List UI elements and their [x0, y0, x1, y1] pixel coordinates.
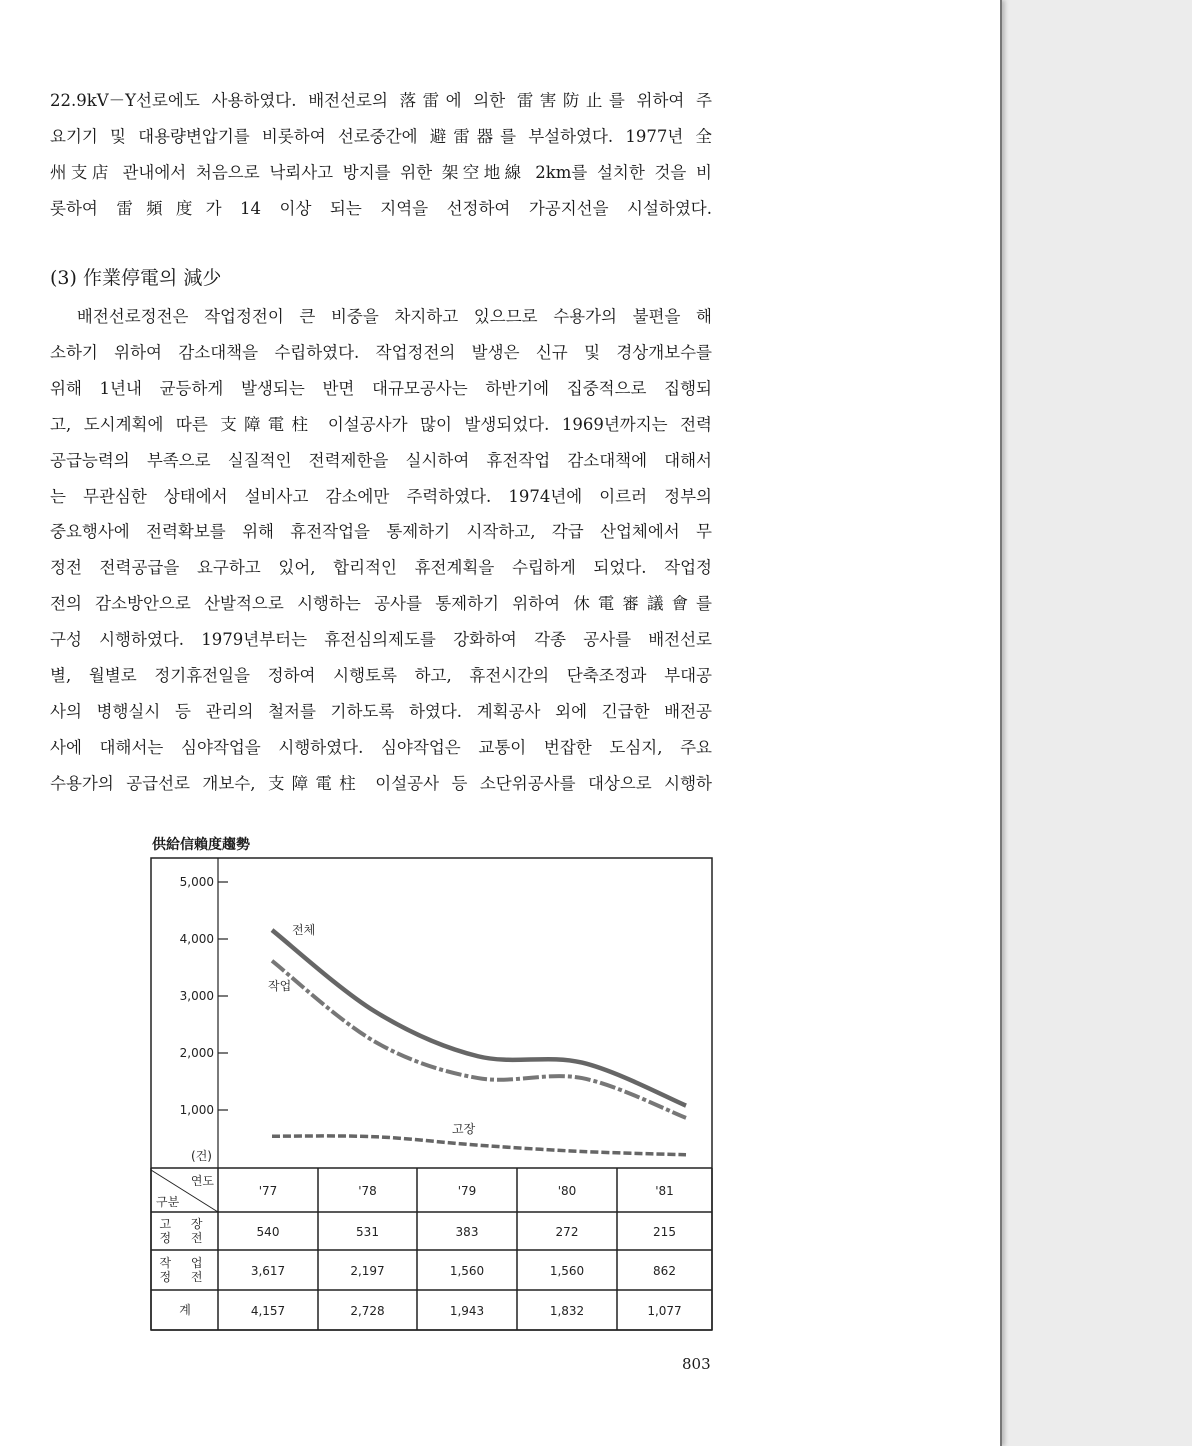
table-cell: 272 [555, 1225, 579, 1239]
table-cell: 2,728 [350, 1304, 385, 1318]
y-tick-label: 3,000 [179, 989, 214, 1003]
text-line: 는 무관심한 상태에서 설비사고 감소에만 주력하였다. 1974년에 이르러 정부의 [50, 486, 712, 506]
text-line: 중요행사에 전력확보를 위해 휴전작업을 통제하기 시작하고, 각급 산업체에서 무 [50, 522, 712, 542]
corner-year-label: 연도 [190, 1174, 214, 1188]
y-unit-label: (건) [191, 1149, 212, 1163]
table-cell: 1,943 [449, 1304, 485, 1318]
text-line: 구성 시행하였다. 1979년부터는 휴전심의제도를 강화하여 각종 공사를 배전선로 [50, 630, 712, 650]
series-label: 고장 [452, 1122, 476, 1136]
text-line: 수용가의 공급선로 개보수, 支障電柱 이설공사 등 소단위공사를 대상으로 시행하 [50, 773, 712, 793]
text-line: 22.9kV－Y선로에도 사용하였다. 배전선로의 落雷에 의한 雷害防止를 위하여 주 [50, 91, 712, 110]
table-row-label: 작 업 [159, 1256, 211, 1270]
text-line: 州支店 관내에서 처음으로 낙뢰사고 방지를 위한 架空地線 2km를 설치한 것을 비 [50, 162, 712, 182]
section-heading: (3) 作業停電의 減少 [50, 267, 222, 289]
table-cell: 540 [256, 1225, 280, 1239]
table-header-year: '79 [457, 1184, 477, 1198]
text-line: 별, 월별로 정기휴전일을 정하여 시행토록 하고, 휴전시간의 단축조정과 부대공 [50, 666, 712, 685]
text-line: 위해 1년내 균등하게 발생되는 반면 대규모공사는 하반기에 집중적으로 집행되 [50, 378, 712, 398]
y-tick-label: 1,000 [179, 1103, 214, 1117]
table-cell: 2,197 [350, 1264, 385, 1278]
table-header-year: '80 [557, 1184, 577, 1198]
table-cell: 3,617 [250, 1264, 286, 1278]
text-line: 사에 대해서는 심야작업을 시행하였다. 심야작업은 교통이 번잡한 도심지, 주요 [50, 737, 712, 757]
corner-category-label: 구분 [156, 1195, 180, 1209]
series-line-고장 [272, 1136, 686, 1155]
table-row-label: 계 [179, 1303, 191, 1317]
text-line: 배전선로정전은 작업정전이 큰 비중을 차지하고 있으므로 수용가의 불편을 해 [50, 307, 712, 326]
y-tick-label: 4,000 [179, 932, 214, 946]
text-line: 정전 전력공급을 요구하고 있어, 합리적인 휴전계획을 수립하게 되었다. 작업정 [50, 558, 712, 578]
table-cell: 383 [455, 1225, 479, 1239]
text-line: 롯하여 雷頻度가 14 이상 되는 지역을 선정하여 가공지선을 시설하였다. [50, 198, 712, 218]
table-cell: 1,560 [449, 1264, 485, 1278]
table-cell: 215 [653, 1225, 676, 1239]
table-row-label: 정 전 [159, 1270, 211, 1284]
table-cell: 4,157 [250, 1304, 286, 1318]
series-label: 작업 [268, 979, 292, 993]
series-label: 전체 [292, 923, 316, 937]
text-line: 소하기 위하여 감소대책을 수립하였다. 작업정전의 발생은 신규 및 경상개보수를 [50, 342, 712, 362]
text-line: 공급능력의 부족으로 실질적인 전력제한을 실시하여 휴전작업 감소대책에 대해서 [50, 450, 712, 470]
y-tick-label: 2,000 [179, 1046, 214, 1060]
chart-title: 供給信賴度趨勢 [152, 837, 250, 853]
table-cell: 1,832 [549, 1304, 585, 1318]
text-line: 사의 병행실시 등 관리의 철저를 기하도록 하였다. 계획공사 외에 긴급한 배전공 [50, 701, 712, 721]
table-header-year: '81 [655, 1184, 674, 1198]
text-line: 고, 도시계획에 따른 支障電柱 이설공사가 많이 발생되었다. 1969년까지는 전력 [50, 414, 712, 434]
page-number: 803 [682, 1355, 711, 1373]
table-row-label: 정 전 [159, 1231, 211, 1245]
table-header-year: '78 [358, 1184, 377, 1198]
y-tick-label: 5,000 [179, 875, 214, 889]
table-cell: 1,077 [647, 1304, 682, 1318]
table-row-label: 고 장 [159, 1217, 211, 1231]
table-cell: 862 [653, 1264, 676, 1278]
table-header-year: '77 [258, 1184, 278, 1198]
text-line: 전의 감소방안으로 산발적으로 시행하는 공사를 통제하기 위하여 休電審議會를 [50, 594, 712, 614]
table-cell: 1,560 [549, 1264, 585, 1278]
table-cell: 531 [356, 1225, 379, 1239]
text-line: 요기기 및 대용량변압기를 비롯하여 선로중간에 避雷器를 부설하였다. 1977년 全 [50, 126, 712, 146]
